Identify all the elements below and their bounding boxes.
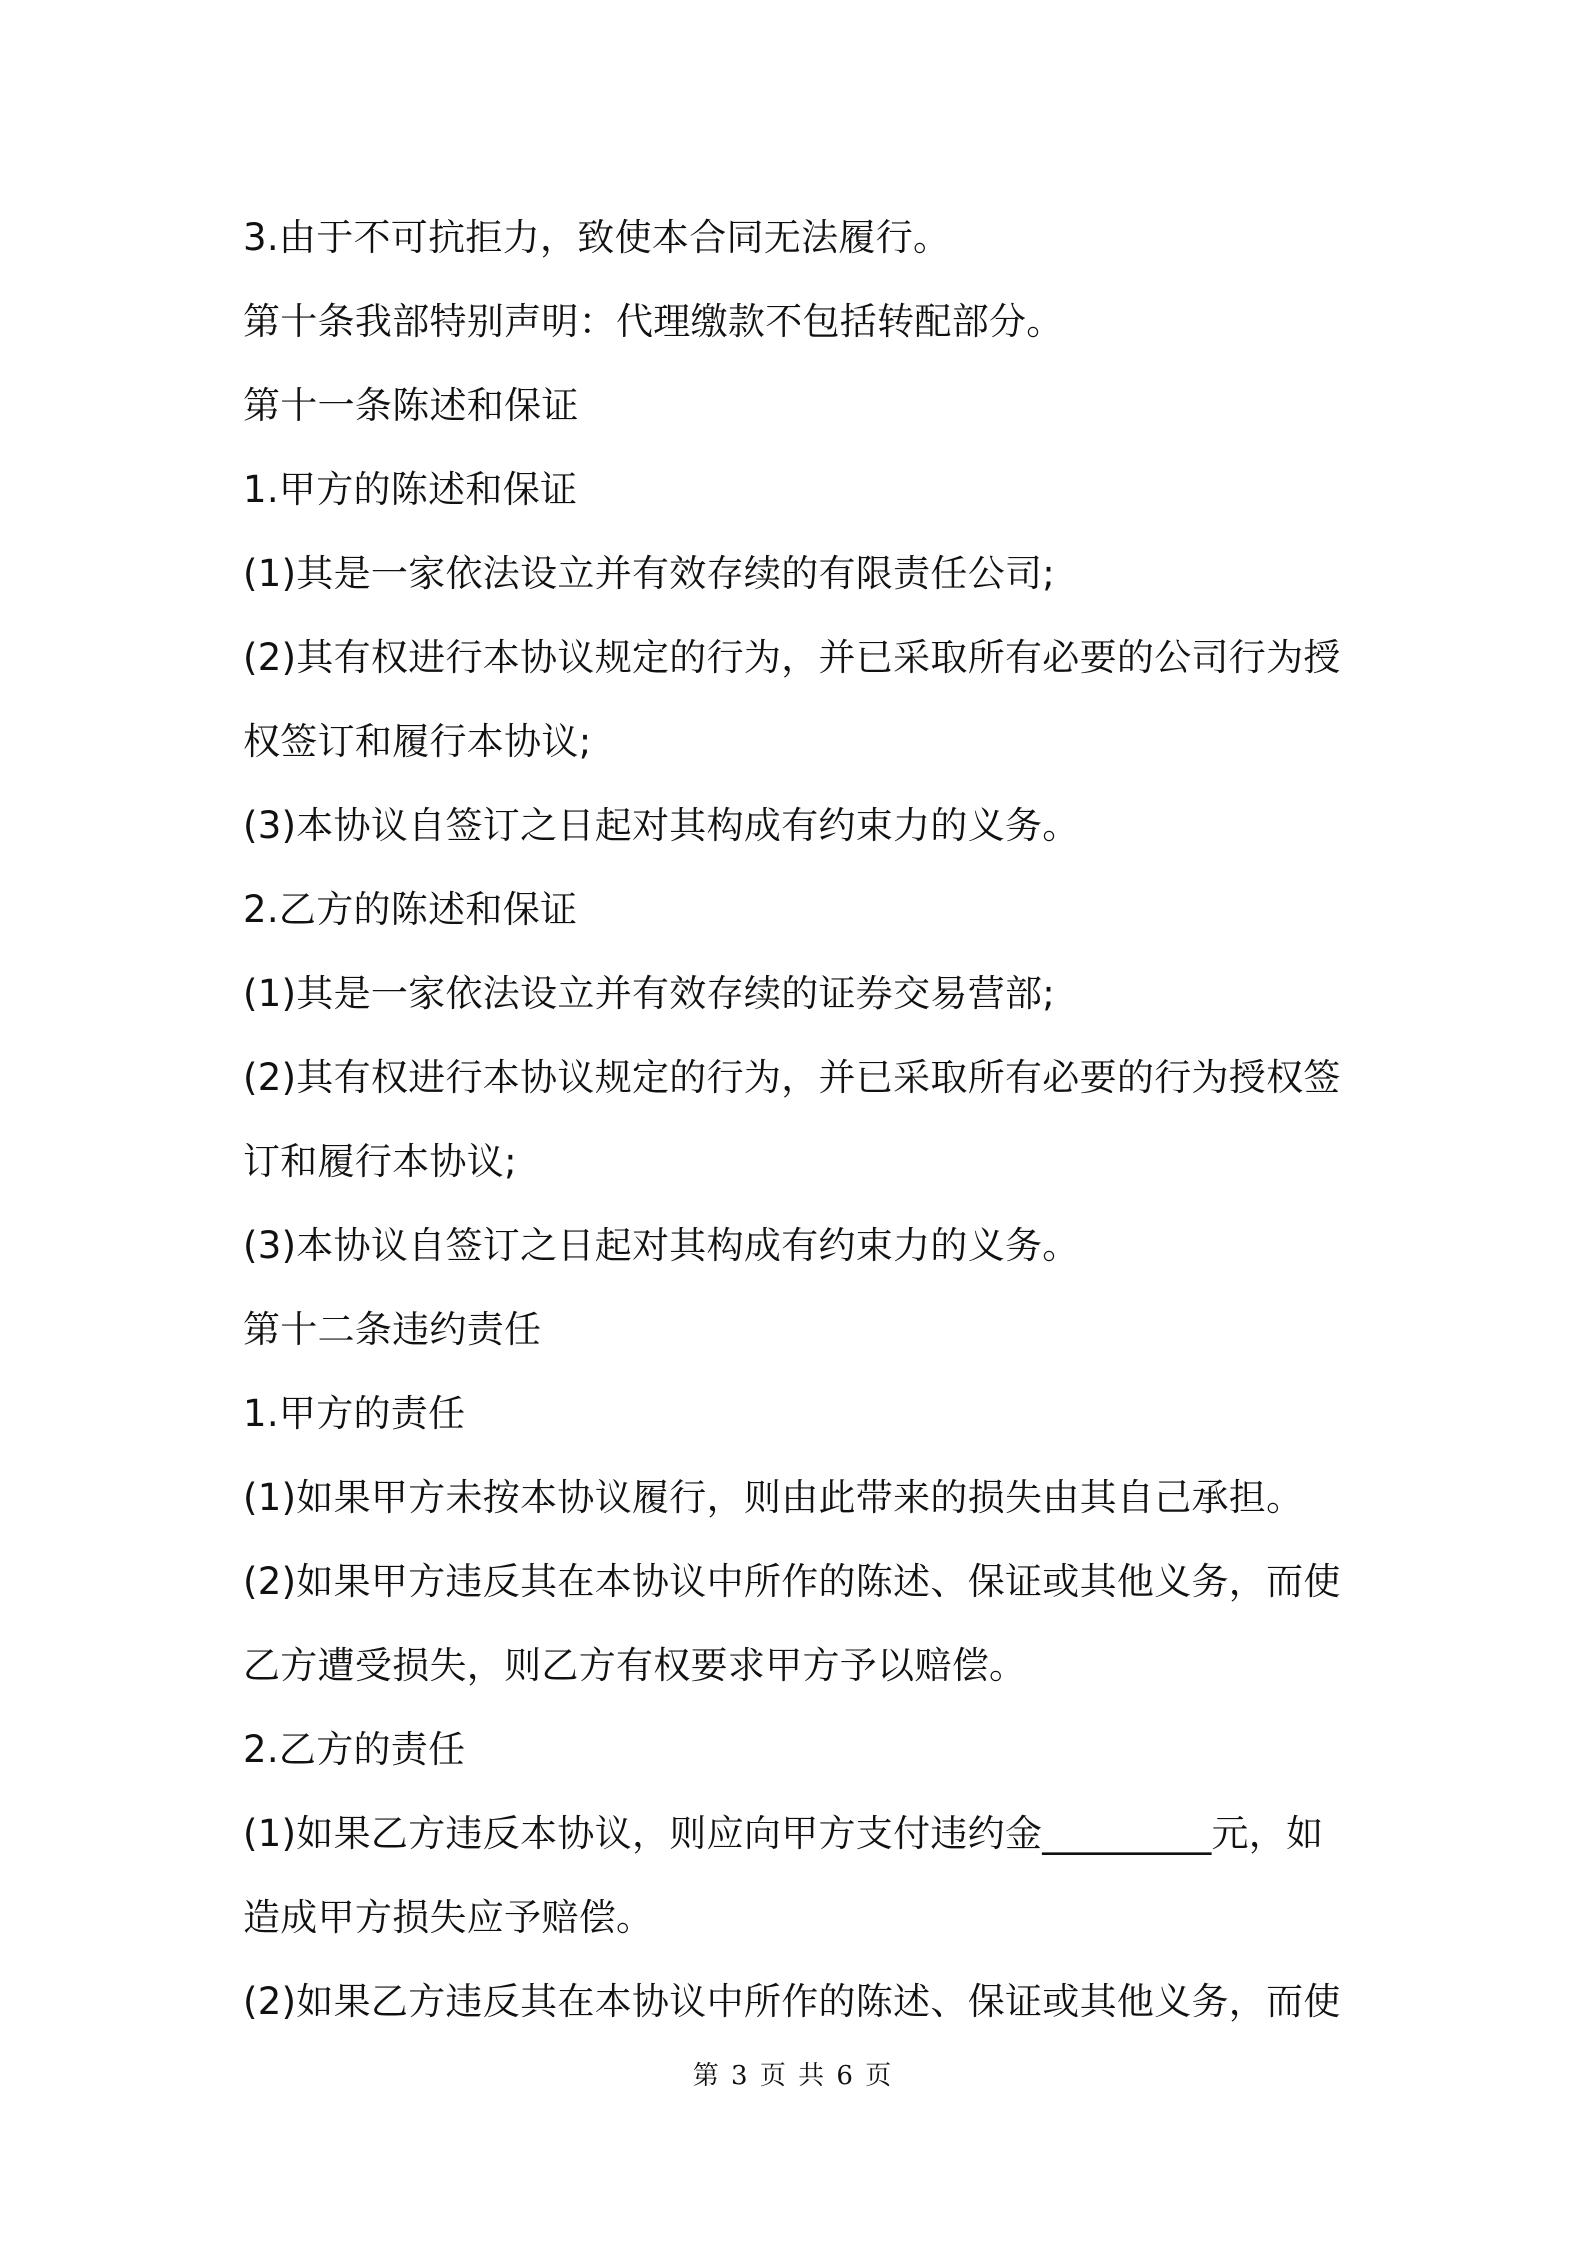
clause-line: 订和履行本协议;	[243, 1140, 517, 1183]
section-heading: 第十一条陈述和保证	[243, 384, 579, 427]
clause-line: (3)本协议自签订之日起对其构成有约束力的义务。	[243, 804, 1080, 847]
clause-line: (2)如果乙方违反其在本协议中所作的陈述、保证或其他义务，而使	[243, 1980, 1341, 2023]
clause-line: 3.由于不可抗拒力，致使本合同无法履行。	[243, 216, 951, 259]
clause-line: (2)如果甲方违反其在本协议中所作的陈述、保证或其他义务，而使	[243, 1560, 1341, 1603]
document-body	[243, 196, 1353, 2044]
clause-line: (3)本协议自签订之日起对其构成有约束力的义务。	[243, 1224, 1080, 1267]
subsection-heading: 1.甲方的陈述和保证	[243, 468, 578, 511]
clause-line: (1)如果乙方违反本协议，则应向甲方支付违约金_________元，如	[243, 1812, 1324, 1855]
clause-line: 乙方遭受损失，则乙方有权要求甲方予以赔偿。	[243, 1644, 1027, 1687]
clause-line: (2)其有权进行本协议规定的行为，并已采取所有必要的行为授权签	[243, 1056, 1341, 1099]
section-heading: 第十二条违约责任	[243, 1308, 542, 1351]
page-number-footer: 第 3 页 共 6 页	[692, 2061, 894, 2091]
clause-line: 第十条我部特别声明：代理缴款不包括转配部分。	[243, 300, 1064, 343]
clause-line: 权签订和履行本协议;	[243, 720, 592, 763]
subsection-heading: 2.乙方的责任	[243, 1728, 466, 1771]
clause-line: (1)其是一家依法设立并有效存续的证券交易营部;	[243, 972, 1056, 1015]
subsection-heading: 1.甲方的责任	[243, 1392, 466, 1435]
clause-line: (2)其有权进行本协议规定的行为，并已采取所有必要的公司行为授	[243, 636, 1341, 679]
subsection-heading: 2.乙方的陈述和保证	[243, 888, 578, 931]
clause-line: (1)如果甲方未按本协议履行，则由此带来的损失由其自己承担。	[243, 1476, 1304, 1519]
clause-line: (1)其是一家依法设立并有效存续的有限责任公司;	[243, 552, 1056, 595]
clause-line: 造成甲方损失应予赔偿。	[243, 1896, 654, 1939]
